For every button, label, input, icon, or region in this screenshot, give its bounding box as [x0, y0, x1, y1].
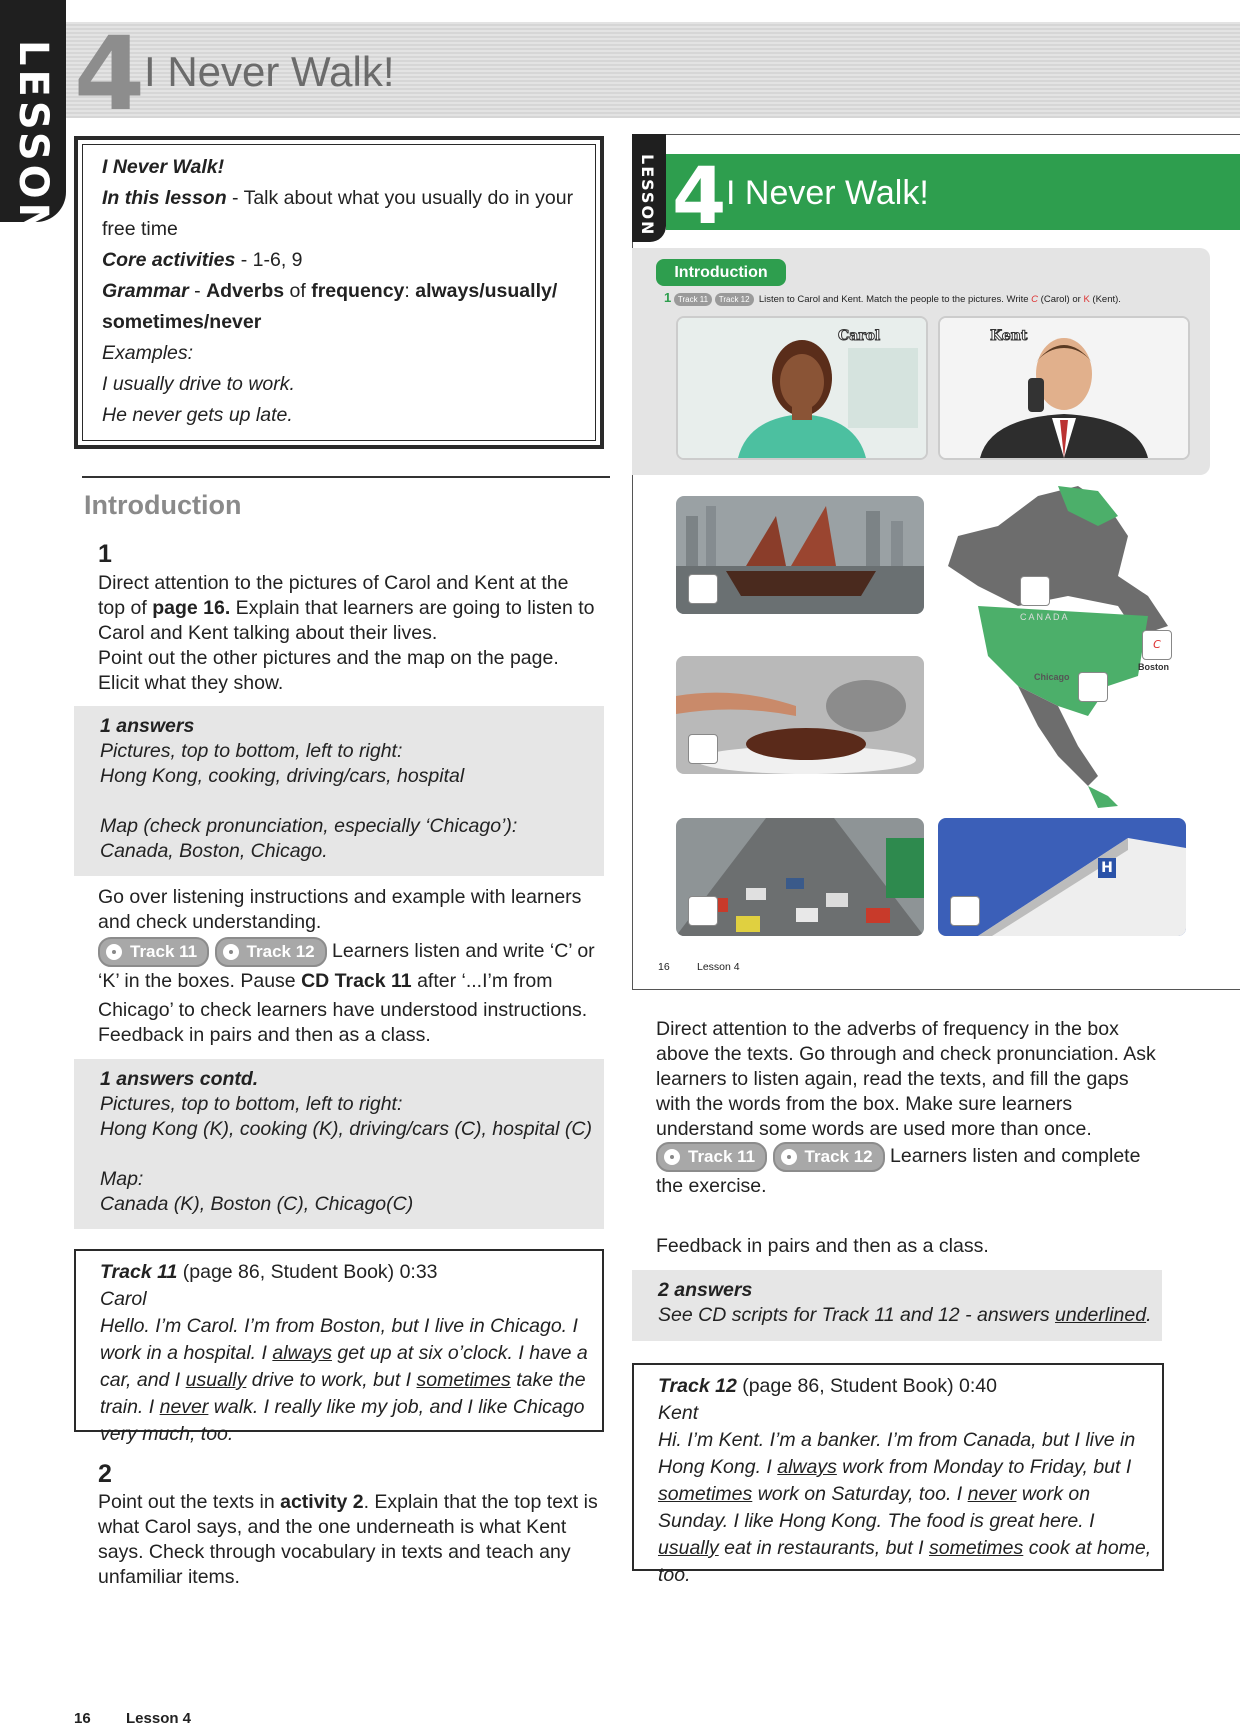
track-12-speaker: Kent — [658, 1402, 699, 1424]
answers-1-contd-line-4: Canada (K), Boston (C), Chicago(C) — [100, 1193, 414, 1215]
hospital-sign: H — [1101, 860, 1113, 876]
carol-label: Carol — [838, 328, 881, 344]
track-11-speaker: Carol — [100, 1288, 147, 1310]
track-11-button-right[interactable] — [656, 1142, 767, 1172]
activity-2-para — [98, 1490, 598, 1590]
activity-1-para-1-text-a: Direct attention to the pictures of Carol and Kent at the top of — [98, 572, 569, 619]
student-book-instruction-end: (Kent). — [1089, 294, 1121, 305]
summary-core-text: - 1-6, 9 — [235, 249, 303, 271]
summary-grammar-colon: : — [404, 280, 416, 302]
map-canada-label: CANADA — [1020, 612, 1070, 622]
map-chicago-label: Chicago — [1034, 672, 1070, 682]
track-12-button[interactable] — [215, 937, 327, 967]
activity-2-text-a: Point out the texts in — [98, 1491, 281, 1513]
activity-1-number: 1 — [98, 540, 112, 568]
letter-c: C — [1031, 294, 1039, 305]
track-12-script-title: Track 12 — [658, 1375, 737, 1397]
track-12-button-right[interactable] — [773, 1142, 885, 1172]
right-para-2-text: Learners listen and complete the exercise. — [656, 1145, 1141, 1197]
student-book-instruction-b: (Carol) or — [1038, 294, 1084, 305]
mini-track-11: Track 11 — [674, 293, 712, 306]
lesson-number: 4 — [74, 15, 145, 134]
cd-icon — [664, 1149, 680, 1165]
activity-1-para-4 — [98, 937, 598, 1025]
track-11-script-title: Track 11 — [100, 1261, 178, 1283]
answers-1-line-2: Hong Kong, cooking, driving/cars, hospital — [100, 765, 465, 787]
track-12-script-box — [632, 1363, 1164, 1586]
track-12-label: Track 12 — [246, 942, 315, 961]
kent-photo — [938, 316, 1190, 460]
track-11-script-box — [74, 1249, 604, 1445]
track-11-label-right: Track 11 — [688, 1147, 756, 1166]
summary-core-label: Core activities — [102, 249, 236, 271]
track-12-label-right: Track 12 — [804, 1147, 873, 1166]
summary-examples-label: Examples: — [102, 342, 194, 364]
summary-example-1: I usually drive to work. — [102, 373, 295, 395]
student-book-instruction-a: Listen to Carol and Kent. Match the people to the pictures. Write — [758, 294, 1032, 305]
summary-title: I Never Walk! — [102, 156, 225, 178]
footer-page-number: 16 — [74, 1710, 91, 1727]
track-11-script-ref: (page 86, Student Book) 0:33 — [177, 1261, 438, 1283]
activity-1-para-1-text-b: Explain that learners are going to listen to Carol and Kent talking about their lives. — [98, 597, 595, 644]
answer-box-hong-kong[interactable] — [688, 574, 718, 604]
answers-1-contd-heading: 1 answers contd. — [100, 1068, 259, 1090]
lesson-side-tab — [0, 0, 66, 241]
activity-1-para-5: Feedback in pairs and then as a class. — [98, 1024, 431, 1046]
cd-icon — [223, 944, 239, 960]
student-book-item-number: 1 — [664, 290, 672, 305]
student-book-footer-page: 16 — [658, 961, 670, 973]
track-11-button[interactable] — [98, 937, 209, 967]
mini-track-12: Track 12 — [715, 293, 754, 306]
activity-2-ref: activity 2 — [280, 1491, 364, 1513]
summary-grammar-words: always/usually/ sometimes/never — [102, 280, 558, 333]
activity-1-para-4-text-a: Learners listen and write ‘C’ or ‘K’ in the boxes. Pause — [98, 940, 595, 992]
answers-2-line: See CD scripts for Track 11 and 12 - answers underlined. — [658, 1304, 1152, 1326]
student-book-intro-label: Introduction — [656, 259, 786, 286]
student-book-lesson-number: 4 — [672, 152, 727, 242]
kent-label: Kent — [990, 328, 1028, 344]
answers-box-2 — [632, 1270, 1162, 1341]
track-11-label: Track 11 — [130, 942, 198, 961]
activity-1-para-4-text-b: after ‘...I’m from Chicago’ to check learners have understood instructions. — [98, 970, 588, 1021]
summary-grammar-adverbs: Adverbs — [206, 280, 285, 302]
track-11-transcript: Hello. I’m Carol. I’m from Boston, but I live in Chicago. I work in a hospital. I always get up at six o’clock. I have a car, and I usually drive to work, but I sometimes take the train. I never walk. I really like my job, and I like Chicago very much, too. — [100, 1315, 588, 1445]
page-title: I Never Walk! — [144, 48, 395, 95]
student-book-instruction — [664, 290, 1204, 306]
cd-track-11-ref: CD Track 11 — [301, 970, 412, 992]
activity-1-para-3: Go over listening instructions and example with learners and check understanding. — [98, 886, 582, 933]
answer-box-cooking[interactable] — [688, 734, 718, 764]
carol-photo — [676, 316, 928, 460]
answers-box-1 — [74, 706, 604, 876]
map-boston-label: Boston — [1138, 662, 1169, 672]
answers-1-contd-line-3: Map: — [100, 1168, 144, 1190]
student-book-title: I Never Walk! — [726, 174, 929, 212]
answers-1-contd-line-2: Hong Kong (K), cooking (K), driving/cars (C), hospital (C) — [100, 1118, 593, 1140]
answers-1-heading: 1 answers — [100, 715, 195, 737]
footer-lesson: Lesson 4 — [126, 1710, 192, 1727]
summary-in-lesson-label: In this lesson — [102, 187, 227, 209]
answer-box-boston-letter: C — [1153, 638, 1161, 651]
student-book-lesson-tab — [632, 134, 666, 242]
answers-2-heading: 2 answers — [658, 1279, 753, 1301]
side-tab-label: LESSON — [10, 40, 56, 241]
answer-box-canada[interactable] — [1020, 576, 1050, 606]
student-book-footer-lesson: Lesson 4 — [697, 961, 740, 973]
section-divider — [82, 476, 610, 478]
track-12-script-ref: (page 86, Student Book) 0:40 — [736, 1375, 997, 1397]
student-book-tab-label: LESSON — [638, 154, 657, 237]
activity-1-para-1 — [98, 571, 598, 646]
answer-box-traffic[interactable] — [688, 896, 718, 926]
right-para-3: Feedback in pairs and then as a class. — [656, 1235, 989, 1257]
answer-box-hospital[interactable] — [950, 896, 980, 926]
cd-icon — [781, 1149, 797, 1165]
answers-box-1-contd — [74, 1059, 604, 1229]
summary-grammar-label: Grammar — [102, 280, 189, 302]
hong-kong-photo — [676, 496, 924, 614]
answer-box-chicago[interactable] — [1078, 672, 1108, 702]
summary-example-2: He never gets up late. — [102, 404, 293, 426]
cd-icon — [106, 944, 122, 960]
introduction-heading: Introduction — [84, 490, 242, 520]
answer-box-boston[interactable] — [1142, 630, 1172, 660]
answers-1-line-1: Pictures, top to bottom, left to right: — [100, 740, 403, 762]
hospital-photo — [938, 818, 1186, 936]
north-america-map — [938, 486, 1188, 816]
activity-2-number: 2 — [98, 1460, 112, 1488]
summary-in-lesson-text: - Talk about what you usually do in your free time — [102, 187, 574, 240]
summary-grammar-of: of — [284, 280, 312, 302]
traffic-photo — [676, 818, 924, 936]
right-para-1: Direct attention to the adverbs of frequency in the box above the texts. Go through and check pronunciation. Ask learners to listen again, read the texts, and fill the gaps with the words from the box. Make sure learners understand some words are used more than once. — [656, 1018, 1156, 1140]
activity-2-text-b: . Explain that the top text is what Carol says, and the one underneath is what Kent says. Check through vocabulary in texts and teach any unfamiliar items. — [98, 1491, 598, 1588]
lesson-summary-box — [74, 136, 604, 449]
activity-1-page-ref: page 16. — [152, 597, 231, 619]
answers-1-line-3: Map (check pronunciation, especially ‘Chicago’): — [100, 815, 518, 837]
summary-grammar-sep: - — [188, 280, 207, 302]
right-para-2 — [656, 1142, 1156, 1201]
answers-1-line-4: Canada, Boston, Chicago. — [100, 840, 328, 862]
answers-1-contd-line-1: Pictures, top to bottom, left to right: — [100, 1093, 403, 1115]
letter-k: K — [1083, 294, 1090, 305]
summary-grammar-frequency: frequency — [311, 280, 405, 302]
activity-1-para-2: Point out the other pictures and the map on the page. Elicit what they show. — [98, 647, 559, 694]
track-12-transcript: Hi. I’m Kent. I’m a banker. I’m from Canada, but I live in Hong Kong. I always work from Monday to Friday, but I sometimes work on Saturday, too. I never work on Sunday. I like Hong Kong. The food is great here. I usually eat in restaurants, but I sometimes cook at home, too. — [658, 1429, 1152, 1586]
cooking-photo — [676, 656, 924, 774]
